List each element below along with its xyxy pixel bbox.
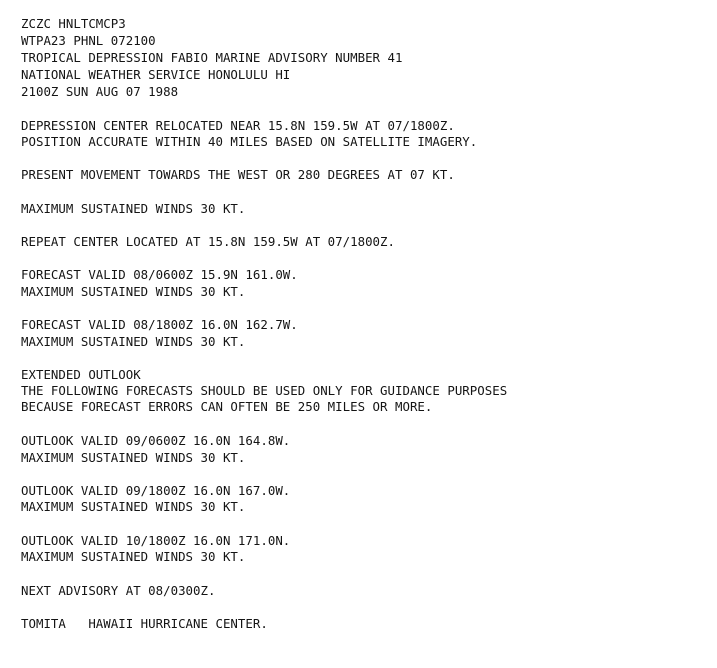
header-line: WTPA23 PHNL 072100	[21, 33, 156, 48]
outlook-line: OUTLOOK VALID 10/1800Z 16.0N 171.0N.	[21, 533, 291, 548]
extended-outlook-line: THE FOLLOWING FORECASTS SHOULD BE USED ONLY FOR GUIDANCE PURPOSES	[21, 383, 508, 398]
outlook-winds-line: MAXIMUM SUSTAINED WINDS 30 KT.	[21, 450, 246, 465]
forecast-line: FORECAST VALID 08/1800Z 16.0N 162.7W.	[21, 317, 298, 332]
forecast-line: FORECAST VALID 08/0600Z 15.9N 161.0W.	[21, 267, 298, 282]
header-line: ZCZC HNLTCMCP3	[21, 16, 126, 31]
position-line: POSITION ACCURATE WITHIN 40 MILES BASED ON SATELLITE IMAGERY.	[21, 134, 478, 149]
position-line: DEPRESSION CENTER RELOCATED NEAR 15.8N 159.5W AT 07/1800Z.	[21, 118, 455, 133]
advisory-title: TROPICAL DEPRESSION FABIO MARINE ADVISORY NUMBER 41	[21, 50, 403, 65]
repeat-line: REPEAT CENTER LOCATED AT 15.8N 159.5W AT 07/1800Z.	[21, 234, 395, 249]
outlook-line: OUTLOOK VALID 09/1800Z 16.0N 167.0W.	[21, 483, 291, 498]
outlook-line: OUTLOOK VALID 09/0600Z 16.0N 164.8W.	[21, 433, 291, 448]
outlook-winds-line: MAXIMUM SUSTAINED WINDS 30 KT.	[21, 499, 246, 514]
header-line: NATIONAL WEATHER SERVICE HONOLULU HI	[21, 67, 291, 82]
max-winds-line: MAXIMUM SUSTAINED WINDS 30 KT.	[21, 201, 246, 216]
forecast-winds-line: MAXIMUM SUSTAINED WINDS 30 KT.	[21, 334, 246, 349]
extended-outlook-heading: EXTENDED OUTLOOK	[21, 367, 141, 382]
forecast-winds-line: MAXIMUM SUSTAINED WINDS 30 KT.	[21, 284, 246, 299]
issue-time: 2100Z SUN AUG 07 1988	[21, 84, 179, 99]
outlook-winds-line: MAXIMUM SUSTAINED WINDS 30 KT.	[21, 549, 246, 564]
signature-line: TOMITA HAWAII HURRICANE CENTER.	[21, 616, 268, 631]
movement-line: PRESENT MOVEMENT TOWARDS THE WEST OR 280 DEGREES AT 07 KT.	[21, 167, 455, 182]
next-advisory-line: NEXT ADVISORY AT 08/0300Z.	[21, 583, 216, 598]
extended-outlook-line: BECAUSE FORECAST ERRORS CAN OFTEN BE 250 MILES OR MORE.	[21, 399, 433, 414]
